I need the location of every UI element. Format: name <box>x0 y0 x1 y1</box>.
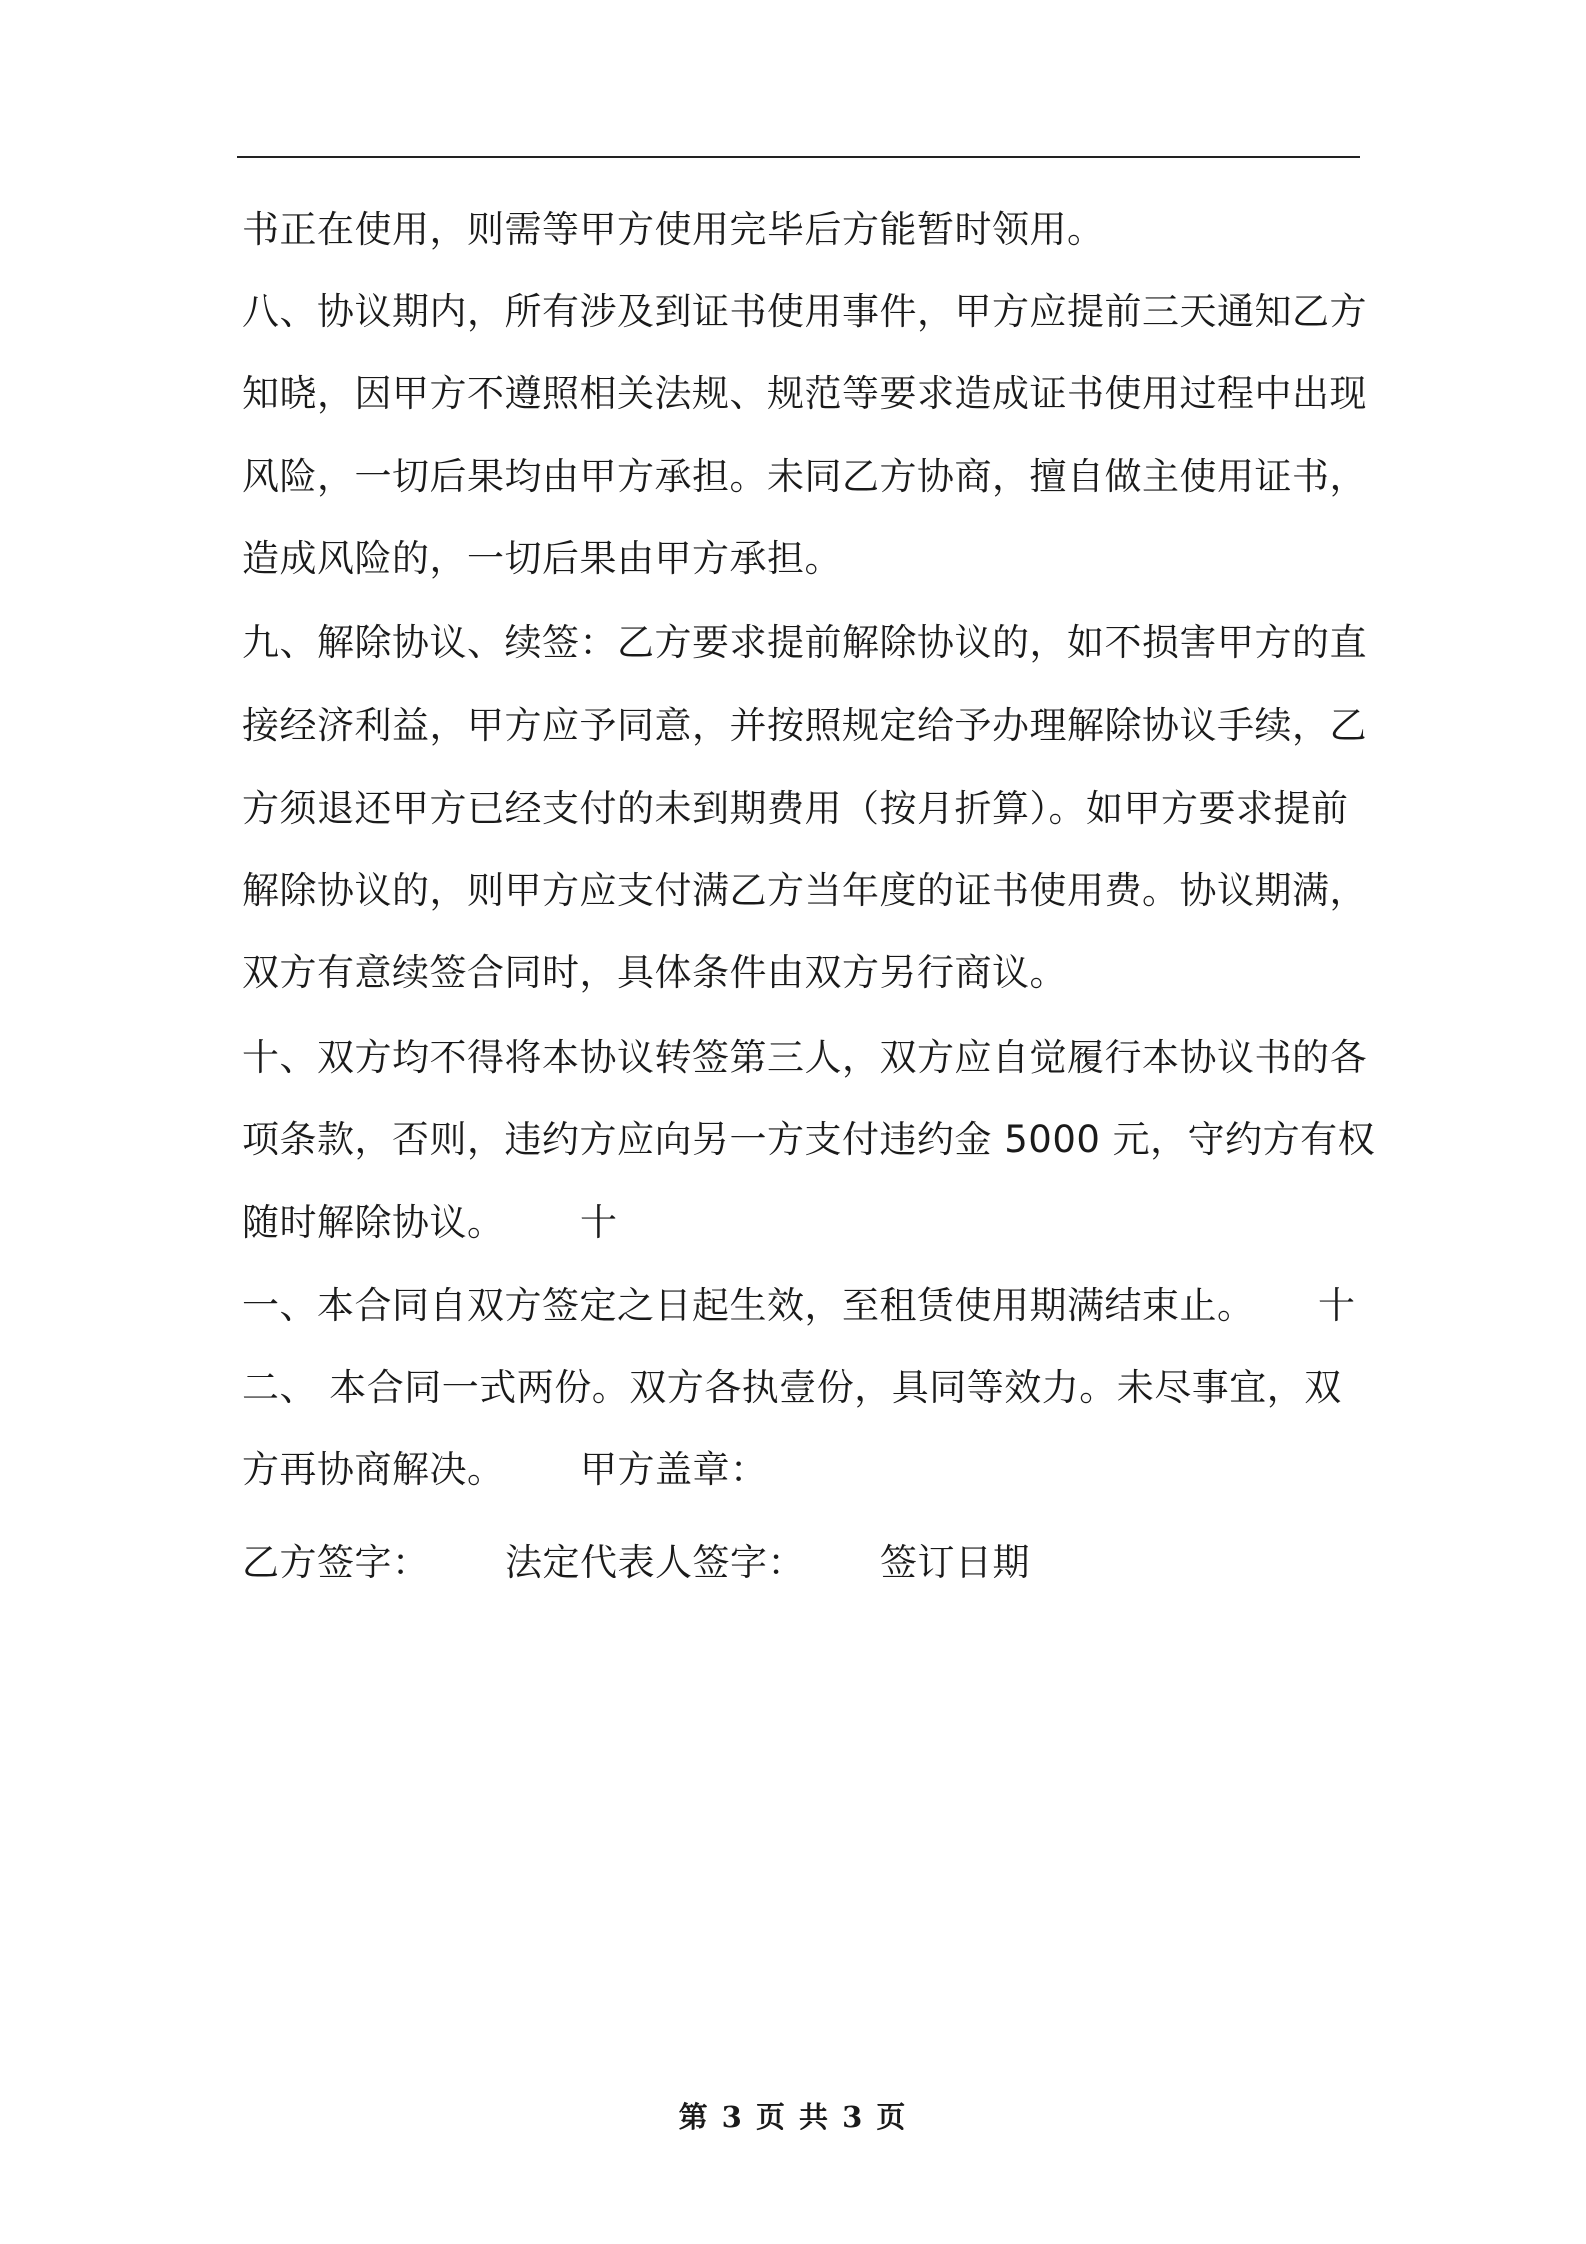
paragraph-line: 风险，一切后果均由甲方承担。未同乙方协商，擅自做主使用证书， <box>242 455 1367 498</box>
paragraph-line: 方再协商解决。 <box>242 1448 505 1491</box>
legal-rep-signature-label: 法定代表人签字： <box>505 1541 805 1584</box>
paragraph-line: 知晓，因甲方不遵照相关法规、规范等要求造成证书使用过程中出现 <box>242 372 1367 415</box>
signing-date-label: 签订日期 <box>880 1541 1030 1584</box>
paragraph-line: 接经济利益，甲方应予同意，并按照规定给予办理解除协议手续，乙 <box>242 704 1367 747</box>
paragraph-line: 书正在使用，则需等甲方使用完毕后方能暂时领用。 <box>242 208 1105 251</box>
paragraph-line: 方须退还甲方已经支付的未到期费用（按月折算）。如甲方要求提前 <box>242 787 1349 830</box>
paragraph-line: 二、 本合同一式两份。双方各执壹份，具同等效力。未尽事宜，双 <box>242 1366 1342 1409</box>
seal-label: 甲方盖章： <box>580 1448 768 1491</box>
section-mark: 十 <box>1318 1284 1356 1327</box>
paragraph-line: 随时解除协议。 <box>242 1201 505 1244</box>
paragraph-line: 项条款，否则，违约方应向另一方支付违约金 5000 元，守约方有权 <box>242 1118 1376 1161</box>
paragraph-line: 十、双方均不得将本协议转签第三人，双方应自觉履行本协议书的各 <box>242 1036 1367 1079</box>
section-mark: 十 <box>580 1201 618 1244</box>
paragraph-line: 九、解除协议、续签：乙方要求提前解除协议的，如不损害甲方的直 <box>242 621 1367 664</box>
paragraph-line: 造成风险的，一切后果由甲方承担。 <box>242 537 842 580</box>
paragraph-line: 一、本合同自双方签定之日起生效，至租赁使用期满结束止。 <box>242 1284 1255 1327</box>
page-number: 第 3 页 共 3 页 <box>678 2100 908 2134</box>
header-rule <box>237 156 1360 158</box>
paragraph-line: 八、协议期内，所有涉及到证书使用事件，甲方应提前三天通知乙方 <box>242 290 1367 333</box>
party-b-signature-label: 乙方签字： <box>242 1541 430 1584</box>
paragraph-line: 解除协议的，则甲方应支付满乙方当年度的证书使用费。协议期满， <box>242 869 1367 912</box>
paragraph-line: 双方有意续签合同时，具体条件由双方另行商议。 <box>242 951 1067 994</box>
